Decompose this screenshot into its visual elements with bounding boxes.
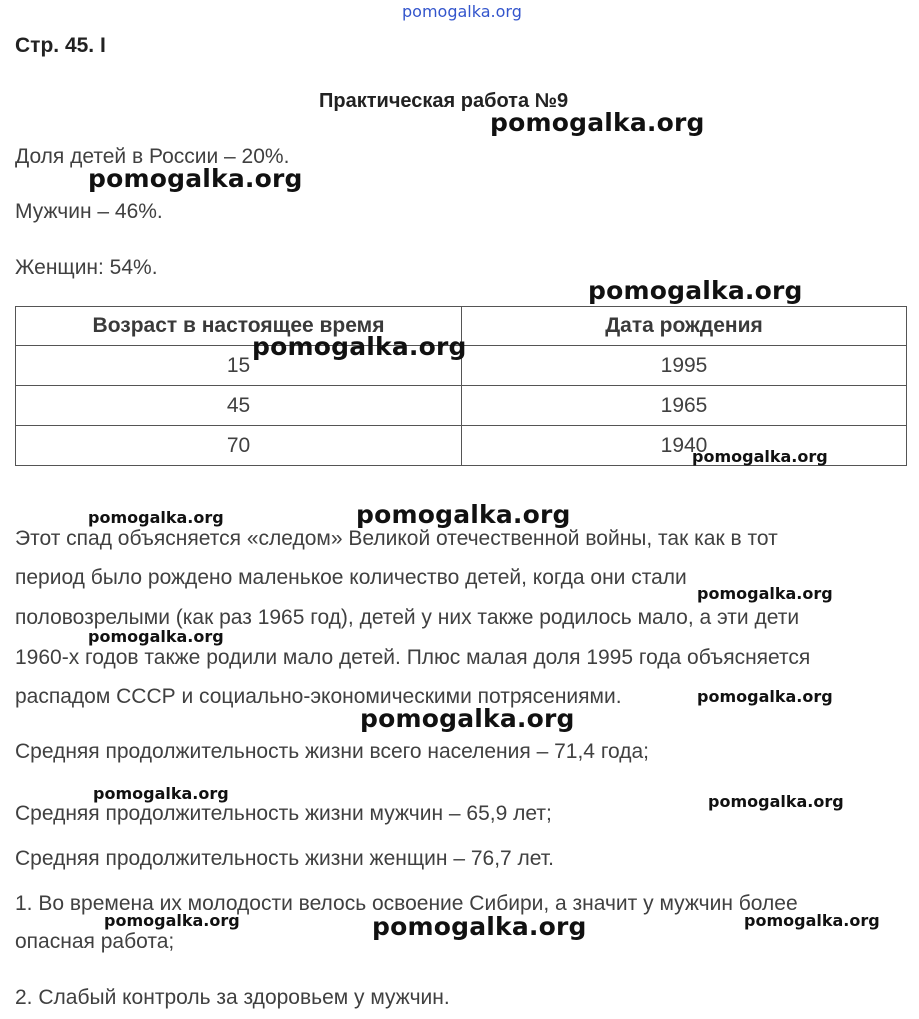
table-cell-birth: 1995 bbox=[462, 346, 907, 386]
table-cell-age: 15 bbox=[16, 346, 462, 386]
reason-2: 2. Слабый контроль за здоровьем у мужчин. bbox=[15, 986, 450, 1009]
table-cell-age: 70 bbox=[16, 426, 462, 466]
page-title: Практическая работа №9 bbox=[319, 90, 569, 112]
watermark-overlay: pomogalka.org bbox=[744, 911, 880, 930]
watermark-overlay: pomogalka.org bbox=[93, 784, 229, 803]
reason-1-line-1: 1. Во времена их молодости велось освоение Сибири, а значит у мужчин более bbox=[15, 892, 798, 915]
women-share: Женщин: 54%. bbox=[15, 256, 158, 279]
paragraph-line: 1960-х годов также родили мало детей. Плюс малая доля 1995 года объясняется bbox=[15, 646, 811, 669]
watermark-overlay: pomogalka.org bbox=[88, 508, 224, 527]
watermark-overlay: pomogalka.org bbox=[252, 332, 467, 361]
watermark-top[interactable]: pomogalka.org bbox=[402, 2, 522, 21]
watermark-overlay: pomogalka.org bbox=[88, 627, 224, 646]
children-share: Доля детей в России – 20%. bbox=[15, 145, 290, 168]
column-header-birth: Дата рождения bbox=[462, 307, 907, 346]
watermark-overlay: pomogalka.org bbox=[372, 912, 587, 941]
life-expectancy-women: Средняя продолжительность жизни женщин – 76,7 лет. bbox=[15, 847, 554, 870]
reason-1-line-2: опасная работа; bbox=[15, 930, 175, 953]
life-expectancy-all: Средняя продолжительность жизни всего населения – 71,4 года; bbox=[15, 740, 649, 763]
watermark-overlay: pomogalka.org bbox=[360, 704, 575, 733]
table-cell-age: 45 bbox=[16, 386, 462, 426]
paragraph-line: половозрелыми (как раз 1965 год), детей у них также родилось мало, а эти дети bbox=[15, 606, 800, 629]
watermark-overlay: pomogalka.org bbox=[88, 164, 303, 193]
paragraph-line: период было рождено маленькое количество детей, когда они стали bbox=[15, 566, 687, 589]
watermark-overlay: pomogalka.org bbox=[708, 792, 844, 811]
watermark-overlay: pomogalka.org bbox=[490, 108, 705, 137]
table-cell-birth: 1965 bbox=[462, 386, 907, 426]
page-header: Стр. 45. I bbox=[15, 34, 106, 57]
age-birth-table bbox=[15, 306, 907, 466]
watermark-overlay: pomogalka.org bbox=[356, 500, 571, 529]
watermark-overlay: pomogalka.org bbox=[104, 911, 240, 930]
watermark-overlay: pomogalka.org bbox=[697, 687, 833, 706]
table-cell-birth: 1940 bbox=[462, 426, 907, 466]
men-share: Мужчин – 46%. bbox=[15, 200, 163, 223]
watermark-overlay: pomogalka.org bbox=[697, 584, 833, 603]
paragraph-line: Этот спад объясняется «следом» Великой отечественной войны, так как в тот bbox=[15, 527, 778, 550]
watermark-overlay: pomogalka.org bbox=[692, 447, 828, 466]
life-expectancy-men: Средняя продолжительность жизни мужчин – 65,9 лет; bbox=[15, 802, 552, 825]
table-row bbox=[16, 386, 907, 426]
paragraph-line: распадом СССР и социально-экономическими потрясениями. bbox=[15, 685, 622, 708]
column-header-age: Возраст в настоящее время bbox=[16, 307, 462, 346]
watermark-overlay: pomogalka.org bbox=[588, 276, 803, 305]
